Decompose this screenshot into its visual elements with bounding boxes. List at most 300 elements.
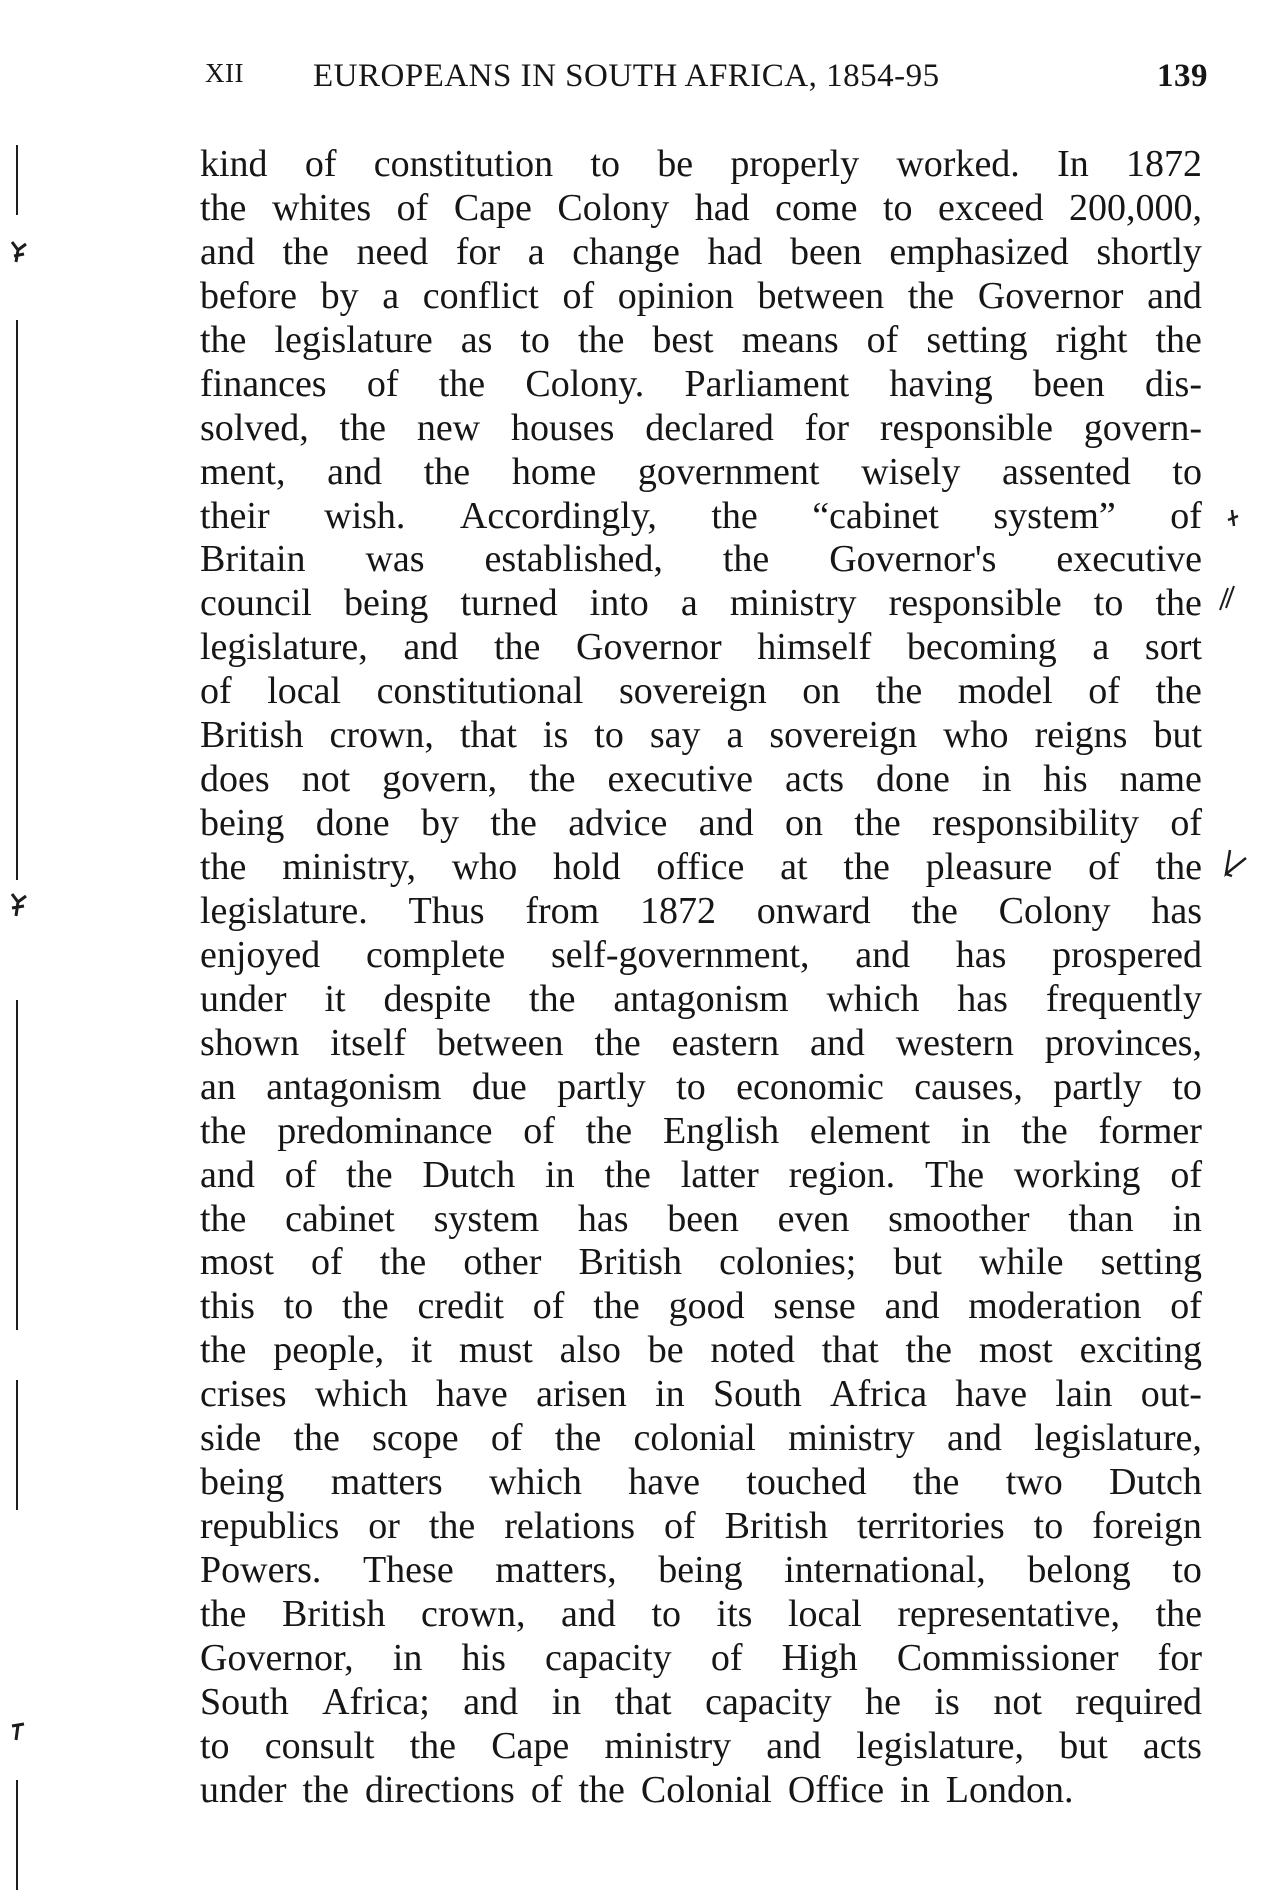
word: responsibility: [932, 802, 1139, 845]
word: to: [651, 1592, 681, 1635]
word: of: [664, 1505, 696, 1548]
word: the: [200, 846, 247, 888]
page-number: 139: [1157, 58, 1208, 94]
word: British: [724, 1505, 829, 1548]
word: capacity: [545, 1636, 672, 1679]
word: Governor,: [200, 1636, 354, 1679]
word: was: [365, 538, 425, 581]
word: British: [281, 1592, 386, 1635]
word: it: [410, 1329, 433, 1372]
text-line: [200, 978, 1202, 1022]
word: between: [436, 1021, 564, 1064]
word: has: [955, 933, 1007, 976]
word: and: [403, 626, 459, 669]
word: government: [637, 450, 820, 493]
word: smoother: [888, 1197, 1030, 1240]
word: Colonial: [640, 1768, 772, 1811]
text-line: [200, 890, 1202, 934]
word: local: [267, 670, 342, 713]
word: that: [821, 1329, 879, 1372]
word: in: [981, 758, 1012, 801]
word: assented: [1002, 450, 1131, 493]
word: for: [1157, 1636, 1202, 1679]
word: to: [1172, 1549, 1202, 1591]
word: scope: [372, 1417, 459, 1460]
margin-tick-icon: [8, 1720, 30, 1760]
text-line: [200, 934, 1202, 978]
word: territories: [857, 1505, 1005, 1548]
word: Governor: [977, 274, 1124, 317]
word: predominance: [277, 1109, 493, 1152]
word: govern-: [1083, 406, 1202, 449]
word: directions: [364, 1768, 515, 1811]
word: the: [379, 1241, 427, 1284]
word: ministry,: [282, 846, 416, 888]
word: representative,: [897, 1592, 1121, 1635]
word: come: [775, 186, 858, 229]
word: of: [562, 274, 595, 317]
word: best: [652, 318, 714, 361]
margin-tick-icon: [8, 890, 30, 930]
word: their: [200, 494, 270, 537]
word: most: [200, 1241, 274, 1284]
margin-annotation-icon: [1214, 582, 1244, 614]
word: colonies;: [719, 1241, 857, 1284]
word: Colony: [998, 889, 1111, 932]
word: due: [471, 1065, 527, 1108]
word: home: [511, 450, 597, 493]
word: crown,: [421, 1592, 526, 1635]
word: legislature: [274, 318, 433, 361]
word: model: [957, 670, 1053, 713]
text-line: [200, 231, 1202, 275]
word: the: [1155, 1592, 1202, 1635]
word: a: [382, 274, 400, 317]
word: in: [392, 1636, 423, 1679]
text-line: [200, 1154, 1202, 1198]
word: been: [1033, 362, 1105, 405]
word: required: [1075, 1680, 1202, 1723]
word: the: [585, 1109, 633, 1152]
text-line: [200, 1593, 1202, 1637]
word: which: [314, 1373, 408, 1416]
word: Governor's: [829, 538, 997, 581]
word: lain: [1055, 1373, 1113, 1416]
word: sense: [773, 1285, 856, 1328]
word: and: [947, 1417, 1002, 1460]
binding-rule: [16, 1780, 18, 1890]
word: reigns: [1034, 714, 1128, 757]
word: also: [559, 1329, 621, 1372]
word: kind: [200, 143, 268, 185]
word: of: [532, 1285, 565, 1328]
word: the: [200, 318, 247, 361]
word: done: [875, 758, 950, 801]
word: houses: [510, 406, 615, 449]
word: western: [895, 1021, 1014, 1064]
word: name: [1119, 758, 1202, 801]
text-line: [200, 319, 1202, 363]
word: the: [438, 362, 486, 405]
word: and: [200, 1153, 255, 1196]
word: by: [421, 802, 460, 845]
binding-rule: [16, 320, 18, 880]
word: office: [656, 846, 745, 888]
text-line: [200, 1505, 1202, 1549]
word: Africa;: [322, 1680, 430, 1723]
word: dis-: [1144, 362, 1202, 405]
word: sort: [1144, 626, 1202, 669]
word: been: [667, 1197, 739, 1240]
word: of: [366, 362, 399, 405]
word: finances: [200, 362, 327, 405]
word: despite: [383, 977, 492, 1020]
text-line: [200, 1681, 1202, 1725]
word: an: [200, 1065, 236, 1108]
word: British: [200, 714, 304, 757]
word: who: [943, 714, 1009, 757]
word: the: [843, 846, 890, 888]
word: on: [784, 802, 823, 845]
word: at: [780, 846, 808, 888]
text-line: [200, 363, 1202, 407]
word: its: [716, 1592, 753, 1635]
word: acts: [1142, 1724, 1202, 1767]
word: onward: [756, 889, 871, 932]
word: of: [284, 1153, 317, 1196]
word: the: [293, 1417, 340, 1460]
word: opinion: [617, 274, 734, 317]
word: frequently: [1045, 977, 1202, 1020]
word: The: [924, 1153, 985, 1196]
word: relations: [504, 1505, 636, 1548]
word: Dutch: [422, 1153, 516, 1196]
word: in: [900, 1768, 930, 1811]
word: conflict: [422, 274, 539, 317]
text-line: [200, 451, 1202, 495]
word: of: [710, 1636, 743, 1679]
word: that: [614, 1680, 672, 1723]
word: being: [343, 582, 429, 625]
word: becoming: [906, 626, 1057, 669]
word: system: [433, 1197, 540, 1240]
word: Colony.: [525, 362, 645, 405]
word: 1872: [639, 889, 716, 932]
word: the: [282, 230, 329, 273]
word: in: [960, 1109, 991, 1152]
word: to: [594, 714, 624, 757]
word: responsible: [888, 582, 1062, 625]
word: the: [490, 802, 537, 845]
text-line: [200, 1769, 1202, 1813]
text-line: [200, 1725, 1202, 1769]
word: the: [423, 450, 471, 493]
word: need: [356, 230, 429, 273]
word: ministry: [788, 1417, 915, 1460]
word: and: [855, 933, 911, 976]
word: the: [722, 538, 770, 581]
word: international,: [784, 1549, 986, 1591]
word: Britain: [200, 538, 306, 581]
word: has: [1151, 889, 1202, 932]
word: the: [200, 186, 247, 229]
word: provinces,: [1044, 1021, 1202, 1064]
word: to: [520, 318, 550, 361]
word: the: [1155, 582, 1202, 625]
word: advice: [568, 802, 668, 845]
word: former: [1098, 1109, 1202, 1152]
word: the: [428, 1505, 476, 1548]
word: from: [525, 889, 600, 932]
word: consult: [264, 1724, 375, 1767]
text-line: [200, 758, 1202, 802]
word: most: [978, 1329, 1053, 1372]
margin-annotation-icon: [1224, 506, 1254, 538]
text-line: [200, 714, 1202, 758]
word: must: [458, 1329, 533, 1372]
word: for: [804, 406, 850, 449]
word: and: [327, 450, 383, 493]
word: arisen: [536, 1373, 627, 1416]
word: and: [463, 1680, 519, 1723]
word: crown,: [329, 714, 434, 757]
word: being: [200, 802, 285, 845]
word: be: [657, 143, 694, 185]
word: and: [200, 230, 255, 273]
word: the: [200, 1109, 247, 1152]
word: legislature,: [1034, 1417, 1202, 1460]
word: the: [593, 1285, 640, 1328]
word: South: [200, 1680, 289, 1723]
word: sovereign: [618, 670, 767, 713]
word: sovereign: [769, 714, 918, 757]
text-line: [200, 582, 1202, 626]
running-header: [205, 58, 1208, 104]
word: been: [789, 230, 862, 273]
word: the: [604, 1153, 651, 1196]
word: shown: [200, 1021, 300, 1064]
word: the: [875, 670, 923, 713]
word: and: [884, 1285, 940, 1328]
word: turned: [460, 582, 558, 625]
text-line: [200, 187, 1202, 231]
word: the: [302, 1768, 349, 1811]
word: having: [889, 362, 993, 405]
word: Parliament: [684, 362, 850, 405]
word: legislature,: [856, 1724, 1025, 1767]
word: the: [911, 889, 958, 932]
word: council: [200, 582, 312, 625]
text-line: [200, 407, 1202, 451]
word: the: [1155, 318, 1202, 361]
word: exceed: [938, 186, 1044, 229]
text-line: [200, 538, 1202, 582]
text-line: [200, 846, 1202, 890]
text-line: [200, 1417, 1202, 1461]
word: to: [1172, 1065, 1202, 1108]
word: but: [893, 1241, 942, 1284]
word: latter: [680, 1153, 759, 1196]
word: to: [1033, 1505, 1064, 1548]
word: is: [934, 1680, 960, 1723]
word: of: [396, 186, 429, 229]
word: Dutch: [1109, 1461, 1202, 1504]
word: the: [711, 494, 758, 537]
word: setting: [1100, 1241, 1202, 1284]
word: but: [1153, 714, 1202, 757]
chapter-number: XII: [205, 58, 244, 88]
word: his: [461, 1636, 506, 1679]
word: in: [551, 1680, 582, 1723]
word: the: [854, 802, 901, 845]
word: which: [826, 977, 920, 1020]
word: people,: [273, 1329, 385, 1372]
word: have: [628, 1461, 700, 1504]
word: in: [655, 1373, 685, 1416]
text-line: [200, 143, 1202, 187]
word: the: [346, 1153, 393, 1196]
word: and: [766, 1724, 822, 1767]
word: govern,: [382, 758, 498, 801]
word: the: [529, 977, 576, 1020]
text-line: [200, 670, 1202, 714]
word: These: [362, 1549, 454, 1591]
word: region.: [788, 1153, 896, 1196]
word: self-government,: [550, 933, 810, 976]
word: In: [1057, 143, 1089, 185]
word: side: [200, 1417, 262, 1460]
word: capacity: [705, 1680, 832, 1723]
word: touched: [746, 1461, 867, 1504]
word: of: [311, 1241, 343, 1284]
word: to: [283, 1285, 314, 1328]
text-line: [200, 1110, 1202, 1154]
running-title: EUROPEANS IN SOUTH AFRICA, 1854-95: [313, 58, 940, 94]
word: to: [1093, 582, 1124, 625]
word: legislature.: [200, 889, 368, 932]
word: a: [1092, 626, 1110, 669]
word: local: [788, 1592, 862, 1635]
word: complete: [366, 933, 506, 976]
word: it: [324, 977, 346, 1020]
word: of: [1170, 1153, 1202, 1196]
word: than: [1068, 1197, 1134, 1240]
word: a: [726, 714, 744, 757]
word: the: [409, 1724, 457, 1767]
text-line: [200, 1549, 1202, 1593]
word: London.: [945, 1768, 1074, 1811]
word: Colony: [557, 186, 670, 229]
word: of: [1170, 802, 1202, 845]
word: while: [979, 1241, 1064, 1284]
text-line: [200, 1198, 1202, 1242]
word: new: [416, 406, 481, 449]
word: under: [200, 1768, 287, 1811]
word: to: [1172, 450, 1202, 493]
word: this: [200, 1285, 255, 1328]
word: matters,: [495, 1549, 617, 1591]
margin-annotation-icon: [1222, 848, 1252, 880]
word: which: [488, 1461, 582, 1504]
word: of: [866, 318, 899, 361]
word: between: [757, 274, 885, 317]
word: responsible: [879, 406, 1053, 449]
word: but: [1059, 1724, 1108, 1767]
word: enjoyed: [200, 933, 321, 976]
word: in: [545, 1153, 575, 1196]
word: and: [561, 1592, 616, 1635]
word: ment,: [200, 450, 286, 493]
word: Thus: [408, 889, 485, 932]
word: constitutional: [376, 670, 584, 713]
word: legislature,: [200, 626, 368, 669]
word: of: [523, 1109, 555, 1152]
word: before: [200, 274, 298, 317]
body-paragraph: [200, 143, 1202, 1813]
word: even: [777, 1197, 850, 1240]
word: matters: [330, 1461, 443, 1504]
word: Governor: [576, 626, 722, 669]
text-line: [200, 1241, 1202, 1285]
word: constitution: [373, 143, 554, 185]
word: of: [1170, 1285, 1202, 1328]
word: executive: [607, 758, 754, 801]
word: causes,: [914, 1065, 1023, 1108]
word: for: [455, 230, 501, 273]
word: High: [781, 1636, 858, 1679]
word: prospered: [1052, 933, 1202, 976]
word: the: [578, 1768, 625, 1811]
binding-rule: [16, 1000, 18, 1330]
word: economic: [736, 1065, 884, 1108]
word: has: [957, 977, 1008, 1020]
word: Powers.: [200, 1549, 322, 1591]
word: of: [200, 670, 232, 713]
word: is: [542, 714, 569, 757]
word: of: [1088, 846, 1120, 888]
text-line: [200, 495, 1202, 539]
word: ministry: [604, 1724, 732, 1767]
word: declared: [645, 406, 774, 449]
word: and: [698, 802, 754, 845]
word: antagonism: [613, 977, 789, 1020]
word: belong: [1027, 1549, 1131, 1591]
word: the: [493, 626, 541, 669]
word: under: [200, 977, 287, 1020]
word: other: [463, 1241, 542, 1284]
word: to: [590, 143, 620, 185]
text-line: [200, 1329, 1202, 1373]
word: partly: [1053, 1065, 1142, 1108]
word: that: [459, 714, 517, 757]
word: of: [1088, 670, 1120, 713]
word: have: [436, 1373, 508, 1416]
margin-tick-icon: [8, 238, 30, 278]
word: British: [578, 1241, 682, 1284]
word: executive: [1056, 538, 1202, 581]
word: Office: [787, 1768, 885, 1811]
text-line: [200, 1373, 1202, 1417]
word: the: [907, 274, 955, 317]
text-line: [200, 626, 1202, 670]
word: exciting: [1079, 1329, 1202, 1372]
word: ministry: [729, 582, 857, 625]
word: antagonism: [266, 1065, 442, 1108]
word: whites: [271, 186, 372, 229]
word: does: [200, 758, 270, 801]
word: and: [1147, 274, 1202, 317]
word: to: [676, 1065, 706, 1108]
